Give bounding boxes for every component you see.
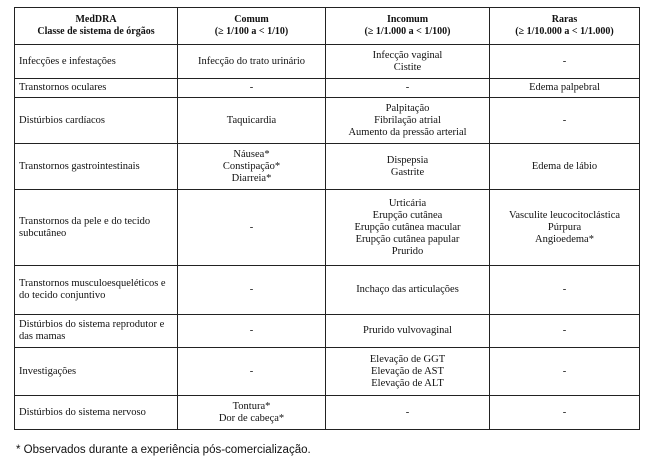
incomum-item: Elevação de ALT	[371, 377, 444, 389]
table-row	[15, 266, 640, 315]
incomum-item: Infecção vaginal	[372, 49, 443, 61]
table-row	[15, 396, 640, 430]
comum-item: Constipação*	[222, 160, 281, 172]
table-row	[15, 315, 640, 348]
raras-cell	[490, 190, 640, 266]
incomum-item: Fibrilação atrial	[374, 114, 441, 126]
raras-cell	[490, 396, 640, 430]
incomum-cell	[326, 98, 490, 144]
raras-item: -	[562, 365, 567, 377]
header-comum	[178, 8, 326, 45]
incomum-item: Aumento da pressão arterial	[348, 126, 467, 138]
incomum-item: Erupção cutânea papular	[355, 233, 460, 245]
incomum-cell	[326, 315, 490, 348]
incomum-cell	[326, 144, 490, 190]
incomum-item: Erupção cutânea macular	[354, 221, 461, 233]
comum-cell	[178, 348, 326, 396]
incomum-item: Cistite	[393, 61, 422, 73]
comum-cell	[178, 396, 326, 430]
incomum-cell	[326, 396, 490, 430]
comum-item: -	[249, 284, 254, 295]
raras-item: -	[562, 406, 567, 418]
soc-cell: Transtornos oculares	[15, 79, 178, 98]
soc-cell: Investigações	[15, 348, 178, 396]
incomum-item: Elevação de GGT	[369, 353, 446, 365]
raras-item: -	[562, 284, 567, 295]
comum-item: -	[249, 365, 254, 377]
raras-item: Edema palpebral	[529, 82, 600, 93]
table-row	[15, 190, 640, 266]
soc-cell: Infecções e infestações	[15, 45, 178, 79]
header-meddra-title: MedDRA	[75, 14, 117, 25]
raras-item: -	[562, 55, 567, 67]
incomum-item: -	[405, 406, 410, 418]
incomum-item: Dispepsia	[386, 154, 429, 166]
header-raras-range: (≥ 1/10.000 a < 1/1.000)	[515, 26, 614, 37]
header-incomum-title: Incomum	[386, 14, 429, 25]
header-meddra	[15, 8, 178, 45]
adverse-reactions-table	[14, 7, 640, 430]
table-header-row	[15, 8, 640, 45]
raras-item: Vasculite leucocitoclástica	[508, 209, 621, 221]
comum-item: Náusea*	[233, 148, 270, 160]
raras-cell	[490, 266, 640, 315]
raras-cell	[490, 79, 640, 98]
incomum-item: Gastrite	[390, 166, 425, 178]
incomum-cell	[326, 79, 490, 98]
soc-cell: Transtornos da pele e do tecido subcutâneo	[15, 190, 178, 266]
comum-cell	[178, 98, 326, 144]
header-comum-range: (≥ 1/100 a < 1/10)	[214, 26, 289, 37]
comum-item: -	[249, 221, 254, 233]
header-incomum-range: (≥ 1/1.000 a < 1/100)	[364, 26, 451, 37]
footnote: * Observados durante a experiência pós-comercialização.	[16, 444, 311, 456]
soc-cell: Distúrbios do sistema reprodutor e das mamas	[15, 315, 178, 348]
comum-cell	[178, 190, 326, 266]
header-raras-title: Raras	[551, 14, 578, 25]
comum-item: Diarreia*	[231, 172, 272, 184]
table-row	[15, 144, 640, 190]
comum-cell	[178, 79, 326, 98]
comum-item: -	[249, 82, 254, 93]
table-body	[15, 45, 640, 430]
comum-item: Infecção do trato urinário	[198, 55, 305, 67]
soc-cell: Distúrbios cardíacos	[15, 98, 178, 144]
header-comum-title: Comum	[234, 14, 269, 25]
soc-cell: Distúrbios do sistema nervoso	[15, 396, 178, 430]
incomum-cell	[326, 348, 490, 396]
incomum-item: Inchaço das articulações	[356, 284, 459, 295]
incomum-cell	[326, 190, 490, 266]
raras-item: Edema de lábio	[531, 160, 598, 172]
incomum-item: Urticária	[388, 197, 427, 209]
table-row	[15, 348, 640, 396]
comum-cell	[178, 266, 326, 315]
incomum-item: -	[405, 82, 410, 93]
comum-cell	[178, 315, 326, 348]
raras-cell	[490, 348, 640, 396]
comum-cell	[178, 45, 326, 79]
header-raras	[490, 8, 640, 45]
raras-cell	[490, 98, 640, 144]
incomum-cell	[326, 45, 490, 79]
raras-item: Púrpura	[547, 221, 582, 233]
raras-cell	[490, 315, 640, 348]
table-row	[15, 45, 640, 79]
raras-item: -	[562, 325, 567, 336]
incomum-item: Palpitação	[385, 102, 430, 114]
comum-item: -	[249, 325, 254, 336]
raras-cell	[490, 45, 640, 79]
header-incomum	[326, 8, 490, 45]
incomum-item: Elevação de AST	[371, 365, 444, 377]
header-meddra-subtitle: Classe de sistema de órgãos	[37, 26, 155, 37]
raras-item: -	[562, 114, 567, 126]
incomum-item: Erupção cutânea	[372, 209, 443, 221]
table-row	[15, 98, 640, 144]
raras-item: Angioedema*	[535, 233, 594, 245]
table-row	[15, 79, 640, 98]
comum-item: Taquicardia	[226, 114, 277, 126]
comum-item: Tontura*	[232, 400, 271, 412]
comum-item: Dor de cabeça*	[218, 412, 285, 424]
raras-cell	[490, 144, 640, 190]
incomum-item: Prurido	[391, 245, 424, 257]
incomum-item: Prurido vulvovaginal	[363, 325, 452, 336]
incomum-cell	[326, 266, 490, 315]
comum-cell	[178, 144, 326, 190]
soc-cell: Transtornos musculoesqueléticos e do tecido conjuntivo	[15, 266, 178, 315]
soc-cell: Transtornos gastrointestinais	[15, 144, 178, 190]
